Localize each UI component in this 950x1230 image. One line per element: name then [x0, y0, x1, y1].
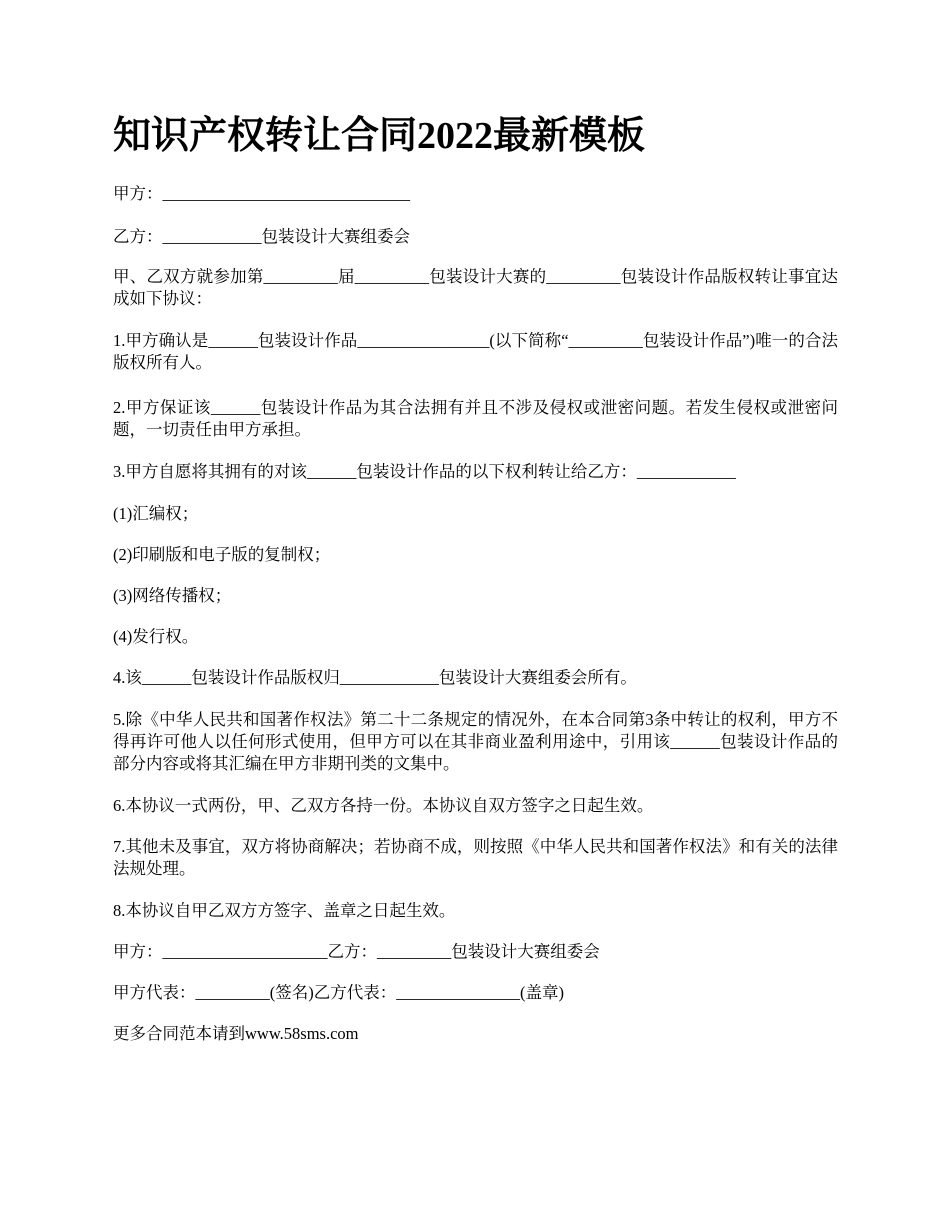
clause-8: 8.本协议自甲乙双方方签字、盖章之日起生效。	[113, 901, 456, 920]
right-item-1: (1)汇编权；	[113, 504, 199, 523]
document-title: 知识产权转让合同2022最新模板	[113, 115, 646, 157]
party-a-line: 甲方：______________________________	[113, 184, 410, 203]
signature-parties-line: 甲方：____________________乙方：_________包装设计大赛组委会	[113, 942, 600, 961]
clause-4: 4.该______包装设计作品版权归____________包装设计大赛组委会所有。	[113, 668, 637, 687]
clause-2: 2.甲方保证该______包装设计作品为其合法拥有并且不涉及侵权或泄密问题。若发生侵权或泄密问题，一切责任由甲方承担。	[113, 398, 838, 439]
right-item-2: (2)印刷版和电子版的复制权；	[113, 545, 331, 564]
clause-3: 3.甲方自愿将其拥有的对该______包装设计作品的以下权利转让给乙方：____________	[113, 462, 736, 481]
right-item-3: (3)网络传播权；	[113, 586, 232, 605]
right-item-4: (4)发行权。	[113, 627, 199, 646]
signature-representatives-line: 甲方代表：_________(签名)乙方代表：_______________(盖章)	[113, 983, 564, 1002]
clause-1: 1.甲方确认是______包装设计作品________________(以下简称“_________包装设计作品”)唯一的合法版权所有人。	[113, 331, 838, 372]
clause-6: 6.本协议一式两份，甲、乙双方各持一份。本协议自双方签字之日起生效。	[113, 796, 654, 815]
intro-paragraph: 甲、乙双方就参加第_________届_________包装设计大赛的_________包装设计作品版权转让事宜达成如下协议：	[113, 267, 838, 308]
party-b-line: 乙方：____________包装设计大赛组委会	[113, 227, 410, 246]
footer-link-text: 更多合同范本请到www.58sms.com	[113, 1024, 359, 1043]
clause-7: 7.其他未及事宜，双方将协商解决；若协商不成，则按照《中华人民共和国著作权法》和有关的法律法规处理。	[113, 837, 838, 878]
clause-5: 5.除《中华人民共和国著作权法》第二十二条规定的情况外，在本合同第3条中转让的权利，甲方不得再许可他人以任何形式使用，但甲方可以在其非商业盈利用途中，引用该______包装设计作品的部分内容或将其汇编在甲方非期刊类的文集中。	[113, 710, 838, 773]
